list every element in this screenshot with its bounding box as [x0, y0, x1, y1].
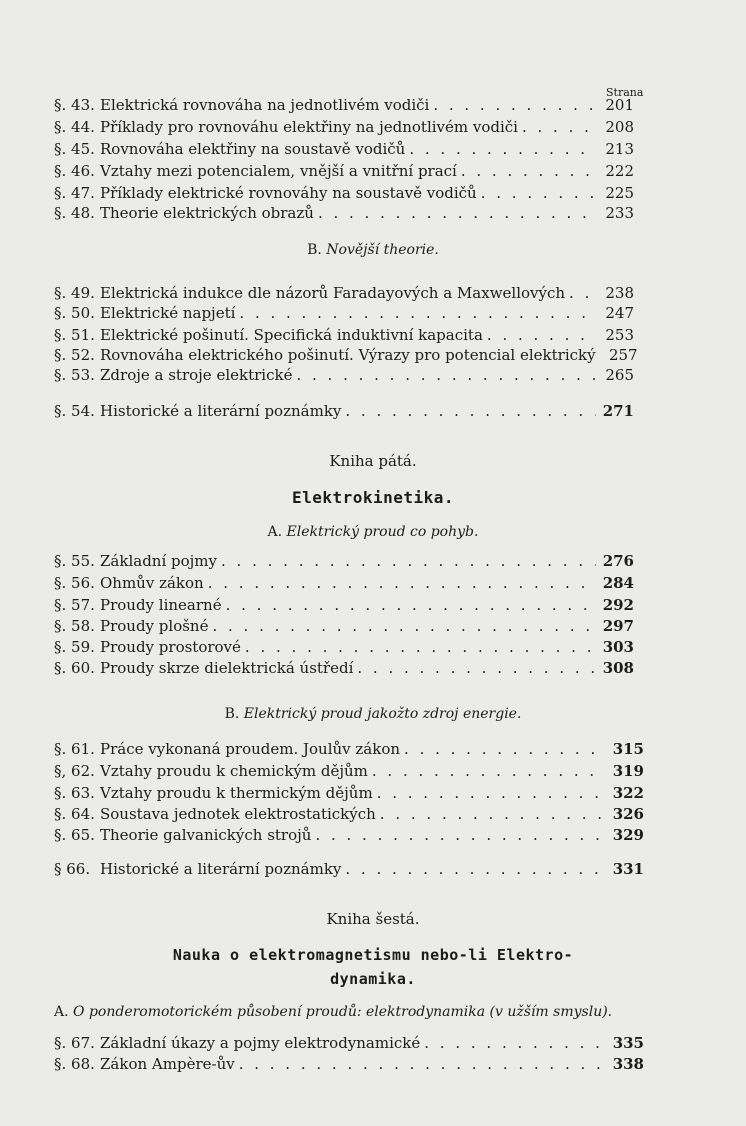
toc-entry [54, 762, 644, 782]
toc-entry-number: §. 51. [54, 326, 95, 344]
toc-entry-leader [318, 204, 596, 222]
toc-entry-page: 271 [602, 402, 634, 420]
toc-entry-page: 265 [605, 366, 634, 384]
toc-entry-page: 238 [605, 284, 634, 302]
toc-entry [54, 638, 634, 658]
toc-entry-page: 322 [612, 784, 644, 802]
toc-entry-number: §. 49. [54, 284, 95, 302]
book-title: Elektrokinetika. [291, 488, 455, 507]
toc-entry-leader [404, 740, 606, 758]
toc-entry-page: 201 [605, 96, 634, 114]
toc-entry [54, 162, 634, 182]
section-heading-letter: A. [54, 1004, 69, 1020]
toc-entry-leader [487, 326, 596, 344]
toc-entry-page: 326 [612, 805, 644, 823]
toc-entry-title: Ohmův zákon [100, 574, 204, 592]
toc-entry-title: Zákon Ampère-ův [100, 1055, 235, 1073]
toc-entry [54, 805, 644, 825]
section-heading [0, 706, 746, 722]
section-heading-letter: B. [224, 706, 240, 722]
toc-entry-page: 319 [612, 762, 644, 780]
toc-entry-page: 233 [605, 204, 634, 222]
toc-entry-leader [212, 617, 596, 635]
toc-entry-leader [245, 638, 596, 656]
toc-entry-leader [377, 784, 606, 802]
section-heading-letter: A. [267, 524, 283, 540]
toc-entry-page: 308 [602, 659, 634, 677]
toc-entry-number: §. 44. [54, 118, 95, 136]
toc-entry-page: 247 [605, 304, 634, 322]
toc-entry-number: §. 47. [54, 184, 95, 202]
toc-entry-title: Proudy linearné [100, 596, 222, 614]
toc-entry-title: Theorie galvanických strojů [100, 826, 312, 844]
toc-entry-page: 315 [612, 740, 644, 758]
section-heading-text: Novější theorie. [326, 242, 439, 258]
toc-entry [54, 140, 634, 160]
toc-entry-number: §. 53. [54, 366, 95, 384]
toc-entry-number: §. 56. [54, 574, 95, 592]
toc-entry-title: Zdroje a stroje elektrické [100, 366, 293, 384]
toc-entry [54, 784, 644, 804]
toc-entry-page: 208 [605, 118, 634, 136]
toc-entry-title: Základní pojmy [100, 552, 218, 570]
toc-entry-title: Elektrické pošinutí. Specifická induktivní kapacita [100, 326, 483, 344]
toc-entry-leader [357, 659, 596, 677]
toc-entry-leader [221, 552, 596, 570]
toc-entry [54, 284, 634, 304]
toc-entry [54, 304, 634, 324]
toc-entry-number: §. 43. [54, 96, 95, 114]
toc-entry [54, 184, 634, 204]
toc-entry-number: §. 59. [54, 638, 95, 656]
toc-entry-number: §. 55. [54, 552, 95, 570]
toc-entry [54, 366, 634, 386]
toc-entry-number: §. 63. [54, 784, 95, 802]
toc-entry-number: §, 62. [54, 762, 95, 780]
toc-entry-leader [315, 826, 606, 844]
toc-entry [54, 826, 644, 846]
toc-entry-page: 284 [602, 574, 634, 592]
toc-entry-title: Vztahy proudu k thermickým dějům [100, 784, 373, 802]
toc-entry-page: 329 [612, 826, 644, 844]
book-title-line-2: dynamika. [330, 970, 416, 988]
toc-entry-leader [208, 574, 596, 592]
section-heading [0, 524, 746, 540]
toc-entry-title: Theorie elektrických obrazů [100, 204, 314, 222]
toc-entry-leader [239, 304, 596, 322]
toc-entry-title: Vztahy proudu k chemickým dějům [100, 762, 368, 780]
toc-entry [54, 326, 634, 346]
toc-entry-leader [481, 184, 596, 202]
toc-entry-number: §. 60. [54, 659, 95, 677]
toc-entry-title: Elektrická indukce dle názorů Faradayových a Maxwellových [100, 284, 566, 302]
toc-entry-leader [433, 96, 596, 114]
toc-entry-number: §. 54. [54, 402, 95, 420]
book-label: Kniha šestá. [326, 910, 420, 928]
toc-entry-title: Práce vykonaná proudem. Joulův zákon [100, 740, 401, 758]
toc-entry [54, 1055, 644, 1075]
toc-entry-number: §. 68. [54, 1055, 95, 1073]
section-heading [0, 242, 746, 258]
toc-entry-leader [569, 284, 596, 302]
toc-entry-page: 338 [612, 1055, 644, 1073]
toc-entry-number: §. 64. [54, 805, 95, 823]
toc-entry-leader [424, 1034, 606, 1052]
toc-entry-title: Soustava jednotek elektrostatických [100, 805, 376, 823]
section-heading-letter: B. [307, 242, 322, 258]
toc-entry-page: 297 [602, 617, 634, 635]
toc-entry-page: 213 [605, 140, 634, 158]
toc-entry-leader [461, 162, 596, 180]
toc-entry-page: 222 [605, 162, 634, 180]
toc-entry-number: §. 57. [54, 596, 95, 614]
book-label: Kniha pátá. [329, 452, 417, 470]
toc-entry [54, 118, 634, 138]
toc-entry [54, 204, 634, 224]
toc-entry-title: Proudy prostorové [100, 638, 241, 656]
section-heading-text: Elektrický proud jakožto zdroj energie. [243, 706, 522, 722]
section-heading [54, 1004, 612, 1020]
toc-entry-number: §. 45. [54, 140, 95, 158]
toc-entry-number: §. 67. [54, 1034, 95, 1052]
toc-entry-page: 303 [602, 638, 634, 656]
toc-entry-number: §. 52. [54, 346, 95, 364]
toc-entry [54, 659, 634, 679]
toc-entry-leader [380, 805, 606, 823]
toc-entry-leader [522, 118, 596, 136]
toc-entry-leader [226, 596, 596, 614]
toc-entry-number: §. 65. [54, 826, 95, 844]
toc-entry-page: 257 [608, 346, 638, 364]
toc-entry-leader [239, 1055, 606, 1073]
toc-entry-title: Příklady pro rovnováhu elektřiny na jednotlivém vodiči [100, 118, 518, 136]
toc-entry [54, 552, 634, 572]
section-heading-text: Elektrický proud co pohyb. [286, 524, 479, 540]
toc-entry-title: Elektrické napjetí [100, 304, 236, 322]
toc-entry-number: §. 48. [54, 204, 95, 222]
toc-entry-title: Základní úkazy a pojmy elektrodynamické [100, 1034, 421, 1052]
toc-entry-page: 225 [605, 184, 634, 202]
toc-entry [54, 574, 634, 594]
toc-entry-leader [345, 402, 596, 420]
toc-entry-leader [345, 860, 606, 878]
section-heading-text: O ponderomotorickém působení proudů: elektrodynamika (v užším smyslu). [73, 1004, 613, 1020]
toc-entry-page: 292 [602, 596, 634, 614]
toc-entry-title: Rovnováha elektrického pošinutí. Výrazy pro potencial elektrický [100, 346, 596, 364]
toc-entry-page: 276 [602, 552, 634, 570]
toc-entry-leader [409, 140, 596, 158]
toc-entry-page: 253 [605, 326, 634, 344]
toc-entry-title: Proudy plošné [100, 617, 209, 635]
toc-entry-leader [296, 366, 596, 384]
toc-entry-page: 335 [612, 1034, 644, 1052]
toc-entry [54, 596, 634, 616]
toc-entry-title: Vztahy mezi potencialem, vnější a vnitřní prací [100, 162, 457, 180]
toc-entry [54, 740, 644, 760]
toc-entry [54, 860, 644, 880]
toc-entry-leader [372, 762, 606, 780]
toc-entry-page: 331 [612, 860, 644, 878]
toc-entry-number: §. 46. [54, 162, 95, 180]
toc-entry-number: §. 50. [54, 304, 95, 322]
toc-entry [54, 402, 634, 422]
page-column-header: Strana [606, 86, 644, 99]
toc-entry [54, 1034, 644, 1054]
toc-entry-title: Elektrická rovnováha na jednotlivém vodiči [100, 96, 430, 114]
toc-entry-title: Historické a literární poznámky [100, 402, 342, 420]
toc-entry-number: §. 58. [54, 617, 95, 635]
toc-entry-number: § 66. [54, 860, 91, 878]
toc-entry-title: Proudy skrze dielektrická ústředí [100, 659, 354, 677]
toc-entry-number: §. 61. [54, 740, 95, 758]
toc-entry-title: Rovnováha elektřiny na soustavě vodičů [100, 140, 406, 158]
toc-entry-title: Historické a literární poznámky [100, 860, 342, 878]
toc-entry [54, 96, 634, 116]
toc-entry-title: Příklady elektrické rovnováhy na soustavě vodičů [100, 184, 477, 202]
toc-entry [54, 346, 638, 366]
toc-entry [54, 617, 634, 637]
book-title-line-1: Nauka o elektromagnetismu nebo-li Elektro- [172, 946, 574, 964]
